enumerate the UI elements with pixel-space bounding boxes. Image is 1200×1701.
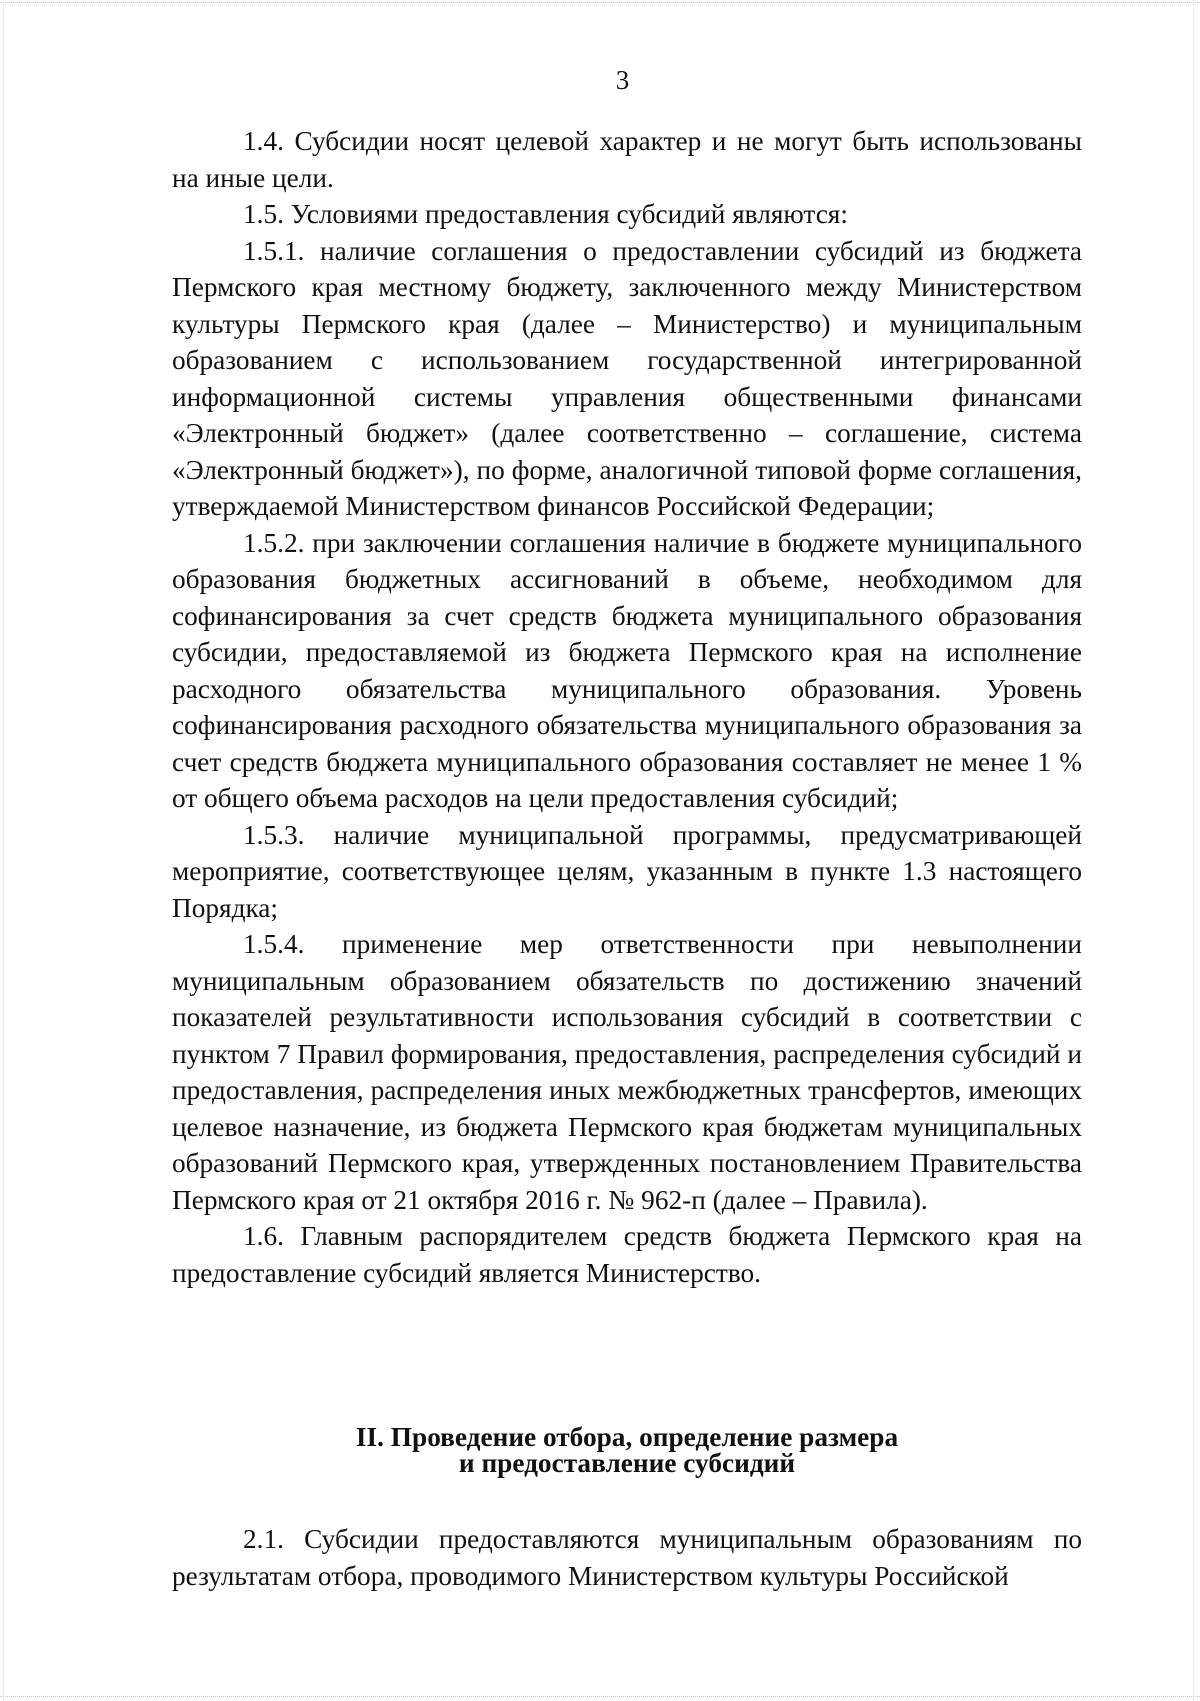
section-heading — [172, 1424, 1082, 1476]
scan-edge-top — [0, 2, 1200, 3]
page-number: 3 — [615, 65, 630, 95]
scan-edge-left — [3, 0, 4, 1701]
paragraph-1-5-3: 1.5.3. наличие муниципальной программы, предусматривающей мероприятие, соответствующее целям, указанным в пункте 1.3 настоящего Порядка; — [172, 819, 1082, 923]
paragraph-1-5: 1.5. Условиями предоставления субсидий являются: — [243, 199, 848, 229]
section-heading-line-1: II. Проведение отбора, определение размера — [355, 1422, 899, 1452]
body-text — [172, 123, 1082, 1291]
paragraph-1-5-4: 1.5.4. применение мер ответственности при невыполнении муниципальным образованием обязательств по достижению значений показателей результативности использования субсидий в соответствии с пунктом 7 Правил формирования, предоставления, распределения субсидий и предоставления, распределения иных межбюджетных трансфертов, имеющих целевое назначение, из бюджета Пермского края бюджетам муниципальных образований Пермского края, утвержденных постановлением Правительства Пермского края от 21 октября 2016 г. № 962-п (далее – Правила). — [172, 929, 1082, 1215]
paragraph-1-5-2: 1.5.2. при заключении соглашения наличие в бюджете муниципального образования бюджетных ассигнований в объеме, необходимом для софинансирования за счет средств бюджета муниципального образования субсидии, предоставляемой из бюджета Пермского края на исполнение расходного обязательства муниципального образования. Уровень софинансирования расходного обязательства муниципального образования за счет средств бюджета муниципального образования составляет не менее 1 % от общего объема расходов на цели предоставления субсидий; — [172, 527, 1082, 813]
paragraph-1-6: 1.6. Главным распорядителем средств бюджета Пермского края на предоставление субсидий является Министерство. — [172, 1221, 1082, 1288]
scan-edge-bottom — [0, 1696, 1200, 1697]
paragraph-1-5-1: 1.5.1. наличие соглашения о предоставлении субсидий из бюджета Пермского края местному бюджету, заключенного между Министерством культуры Пермского края (далее – Министерство) и муниципальным образованием с использованием государственной интегрированной информационной системы управления общественными финансами «Электронный бюджет» (далее соответственно – соглашение, система «Электронный бюджет»), по форме, аналогичной типовой форме соглашения, утверждаемой Министерством финансов Российской Федерации; — [172, 235, 1082, 521]
section-heading-line-2: и предоставление субсидий — [458, 1448, 796, 1478]
section-body-text — [172, 1521, 1082, 1594]
paragraph-2-1: 2.1. Субсидии предоставляются муниципальным образованиям по результатам отбора, проводимого Министерством культуры Российской — [172, 1524, 1082, 1591]
paragraph-1-4: 1.4. Субсидии носят целевой характер и не могут быть использованы на иные цели. — [172, 126, 1082, 193]
scan-edge-right — [1193, 0, 1194, 1701]
